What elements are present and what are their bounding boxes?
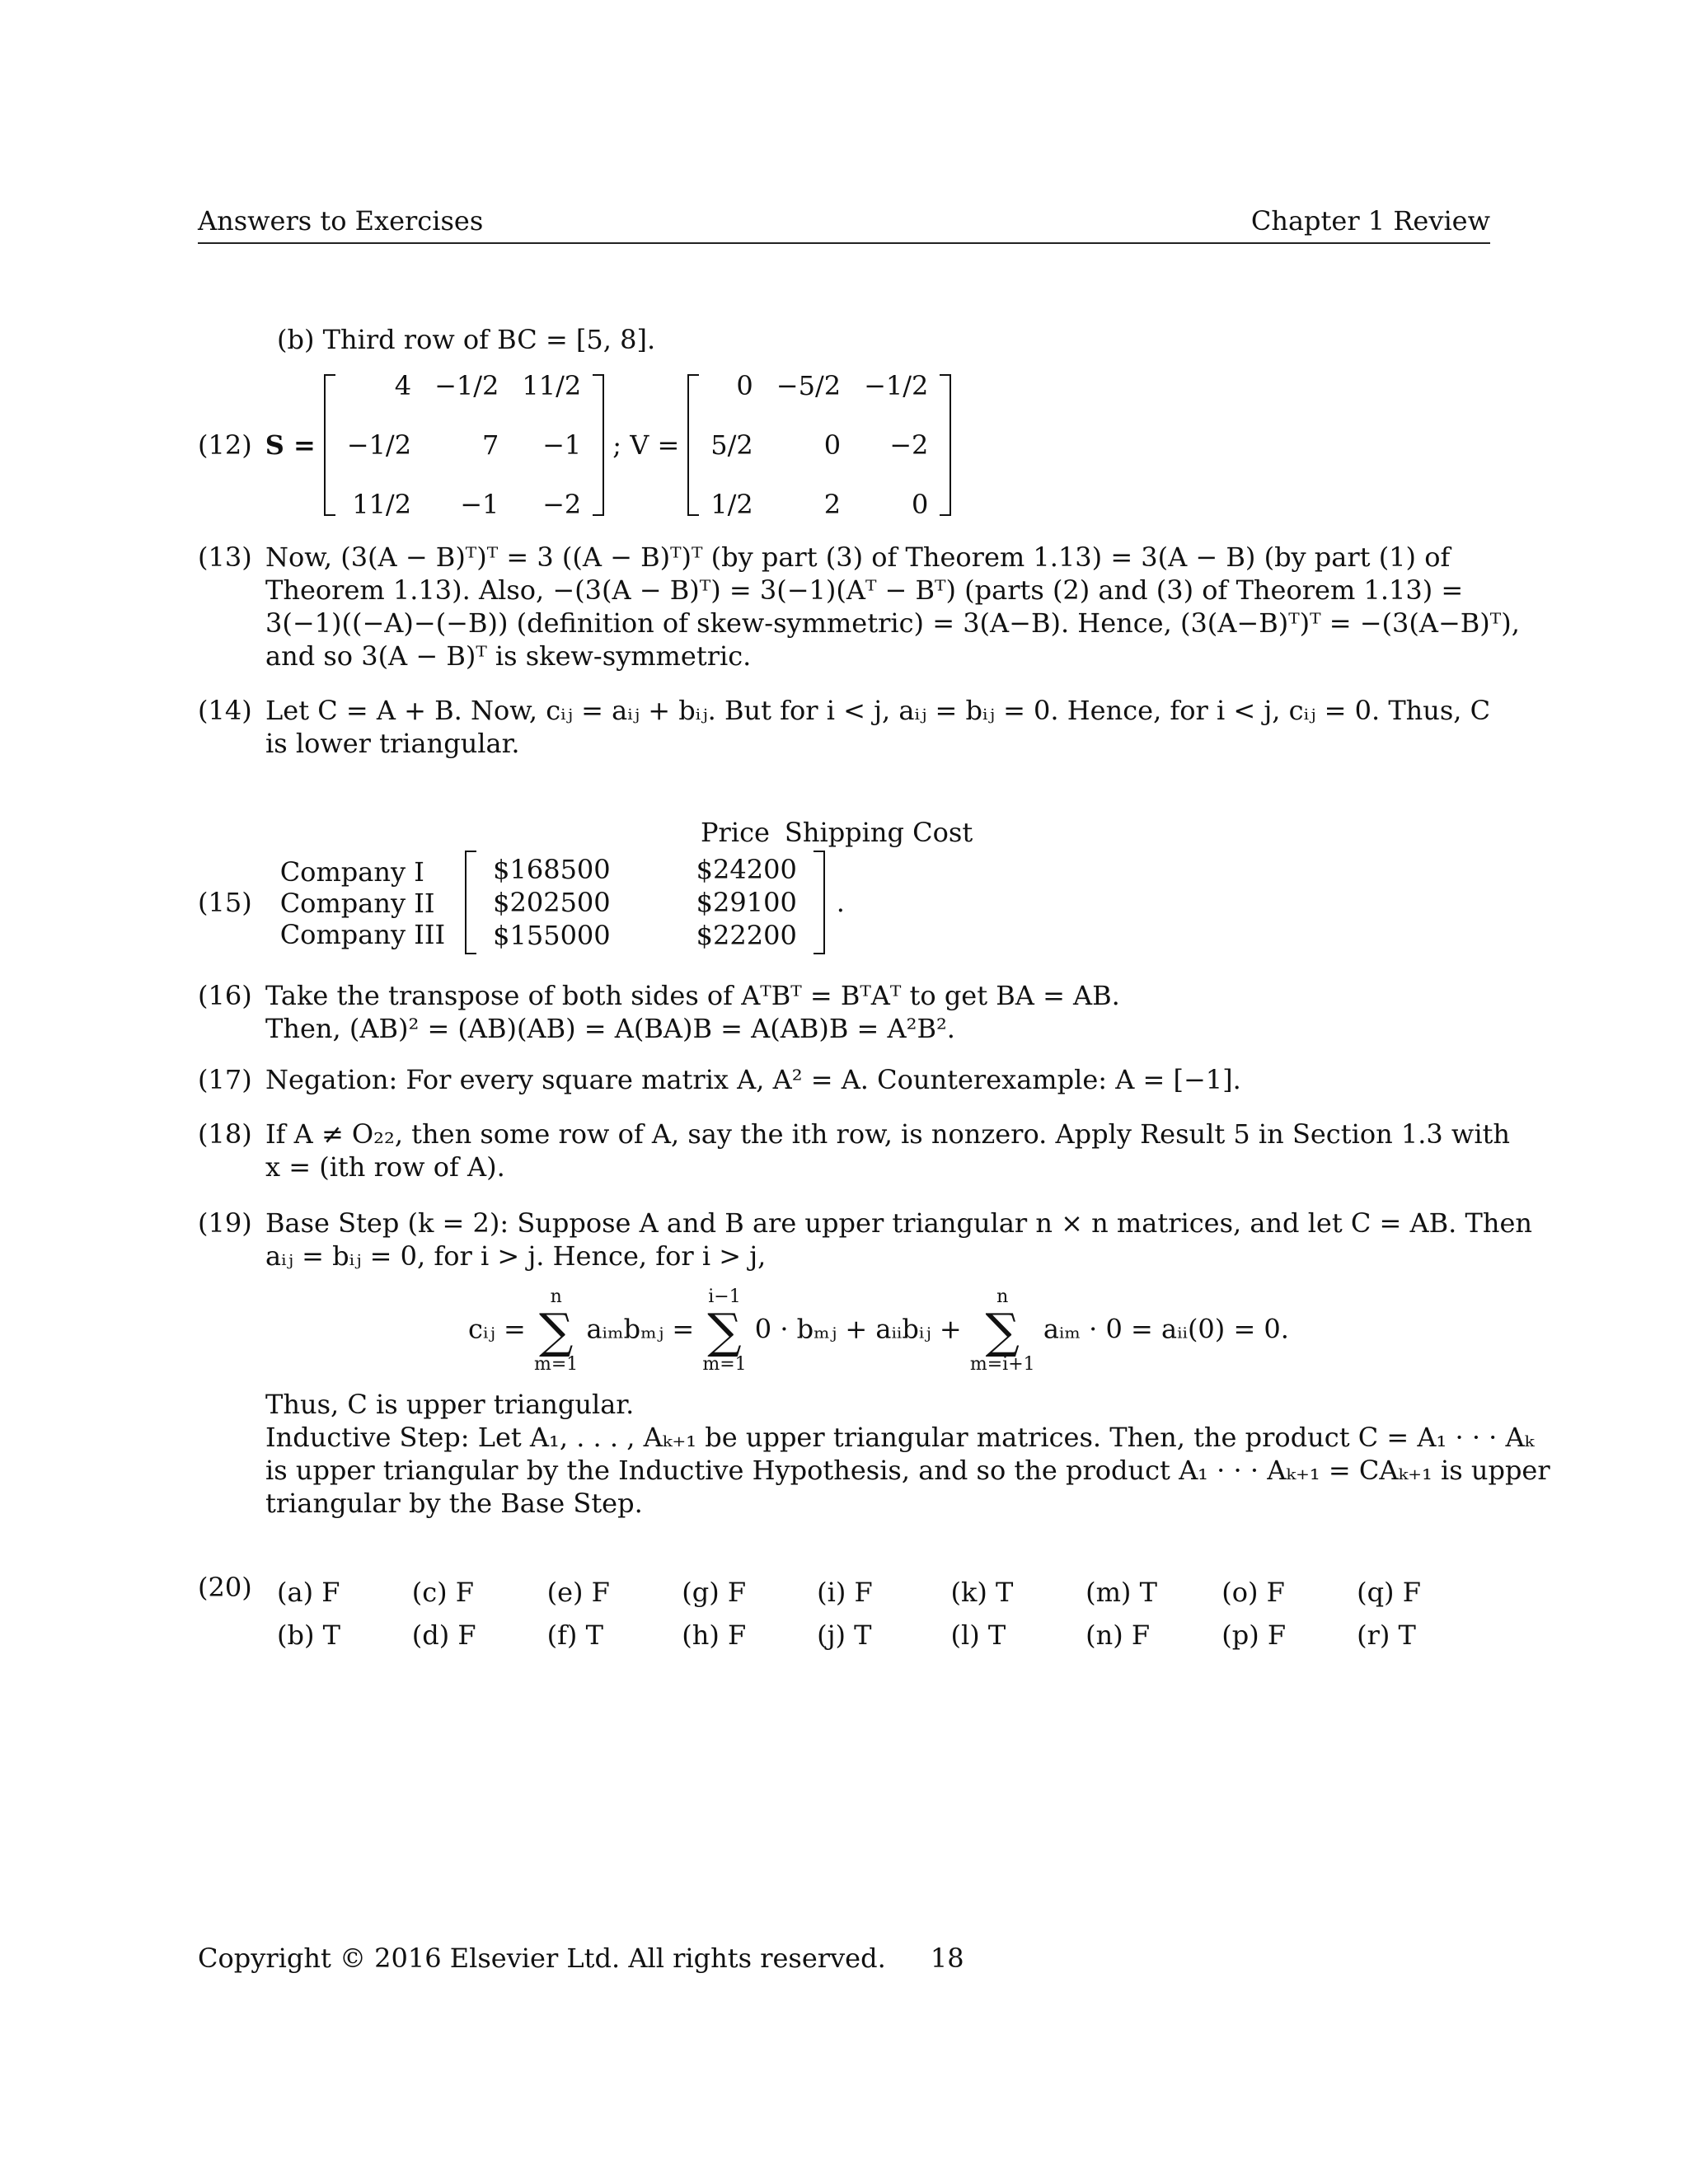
q14-number: (14) xyxy=(198,695,252,726)
price-cell: $168500 xyxy=(493,854,611,885)
page-number: 18 xyxy=(930,1943,964,1974)
q17-text: Negation: For every square matrix A, A² = A. Counterexample: A = [−1]. xyxy=(265,1064,1241,1095)
tf-answer: (g) F xyxy=(682,1577,747,1608)
matrix-s xyxy=(324,356,604,534)
q18-line: x = (ith row of A). xyxy=(265,1151,505,1183)
eq-term-2: 0 · bₘⱼ + aᵢᵢbᵢⱼ + xyxy=(754,1313,962,1345)
q12-separator: ; V = xyxy=(612,429,680,461)
q12-number: (12) xyxy=(198,429,252,461)
shipping-cell: $22200 xyxy=(696,920,797,951)
tf-answer: (q) F xyxy=(1357,1577,1421,1608)
v-cell: 1/2 xyxy=(710,489,753,520)
tf-answer: (n) F xyxy=(1085,1619,1151,1651)
answer-19 xyxy=(198,1207,1550,1520)
s-cell: −1 xyxy=(542,429,582,461)
sum3-upper: n xyxy=(996,1286,1009,1307)
q19-line: triangular by the Base Step. xyxy=(265,1488,643,1520)
matrix-v xyxy=(687,356,951,534)
v-cell: 0 xyxy=(736,370,753,401)
q19-line: is upper triangular by the Inductive Hypothesis, and so the product A₁ · · · Aₖ₊₁ = CAₖ₊₁ is upper xyxy=(265,1455,1550,1487)
v-cell: 2 xyxy=(823,489,842,520)
sigma-symbol: ∑ xyxy=(707,1303,742,1360)
eq-term-1: aᵢₘbₘⱼ = xyxy=(586,1313,695,1345)
q13-line: Theorem 1.13). Also, −(3(A − B)ᵀ) = 3(−1)(Aᵀ − Bᵀ) (parts (2) and (3) of Theorem 1.13) = xyxy=(265,574,1464,606)
sum3-lower: m=i+1 xyxy=(969,1354,1035,1376)
header-left: Answers to Exercises xyxy=(198,205,484,237)
q19-line: Thus, C is upper triangular. xyxy=(265,1389,635,1421)
shipping-cell: $24200 xyxy=(696,854,797,885)
q19-line: aᵢⱼ = bᵢⱼ = 0, for i > j. Hence, for i > j, xyxy=(265,1240,767,1272)
tf-answer: (h) F xyxy=(682,1619,747,1651)
tf-answer: (b) T xyxy=(277,1619,340,1651)
q15-period: . xyxy=(836,887,845,918)
tf-answer: (i) F xyxy=(817,1577,873,1608)
summation-2 xyxy=(702,1287,746,1375)
tf-answer: (a) F xyxy=(277,1577,340,1608)
q14-line: Let C = A + B. Now, cᵢⱼ = aᵢⱼ + bᵢⱼ. But for i < j, aᵢⱼ = bᵢⱼ = 0. Hence, for i < j, cᵢⱼ = 0. Thus, C xyxy=(265,695,1491,726)
s-cell: 11/2 xyxy=(522,370,582,401)
s-cell: −2 xyxy=(542,489,582,520)
copyright-text: Copyright © 2016 Elsevier Ltd. All rights reserved. xyxy=(198,1943,886,1974)
s-cell: −1 xyxy=(460,489,499,520)
running-header xyxy=(198,204,1490,244)
q16-line: Take the transpose of both sides of AᵀBᵀ = BᵀAᵀ to get BA = AB. xyxy=(265,980,1120,1011)
eq-term-3: aᵢₘ · 0 = aᵢᵢ(0) = 0. xyxy=(1043,1313,1289,1345)
answer-b xyxy=(277,323,1571,356)
q13-line: and so 3(A − B)ᵀ is skew-symmetric. xyxy=(265,640,752,672)
q18-number: (18) xyxy=(198,1118,252,1150)
v-cell: −5/2 xyxy=(776,370,842,401)
v-cell: −2 xyxy=(889,429,929,461)
company-label: Company III xyxy=(279,919,446,950)
q17-number: (17) xyxy=(198,1064,252,1095)
company-labels xyxy=(280,855,445,949)
answer-18 xyxy=(198,1118,1511,1183)
tf-answer: (e) F xyxy=(546,1577,610,1608)
price-cell: $202500 xyxy=(493,887,611,918)
b-text: Third row of BC = [5, 8]. xyxy=(322,324,656,355)
v-cell: 5/2 xyxy=(710,429,753,461)
answer-17 xyxy=(198,1063,1492,1096)
sum2-lower: m=1 xyxy=(702,1354,747,1376)
eq-lhs: cᵢⱼ = xyxy=(468,1313,526,1345)
v-cell: 0 xyxy=(823,429,842,461)
answer-13 xyxy=(198,541,1520,673)
q19-line: Inductive Step: Let A₁, . . . , Aₖ₊₁ be upper triangular matrices. Then, the product C = A₁ · · · Aₖ xyxy=(265,1422,1535,1454)
q16-number: (16) xyxy=(198,980,252,1011)
sum1-upper: n xyxy=(550,1286,562,1307)
q16-line: Then, (AB)² = (AB)(AB) = A(BA)B = A(AB)B = A²B². xyxy=(265,1013,955,1044)
summation-3 xyxy=(970,1287,1035,1375)
tf-answer: (r) T xyxy=(1357,1619,1416,1651)
shipping-cell: $29100 xyxy=(696,887,797,918)
sigma-symbol: ∑ xyxy=(985,1303,1020,1360)
q19-line: Base Step (k = 2): Suppose A and B are upper triangular n × n matrices, and let C = AB. Then xyxy=(265,1207,1532,1239)
tf-answer: (c) F xyxy=(411,1577,474,1608)
q14-line: is lower triangular. xyxy=(265,728,520,759)
q15-number: (15) xyxy=(198,887,252,918)
price-matrix xyxy=(465,851,825,954)
company-label: Company I xyxy=(279,856,424,888)
sum1-lower: m=1 xyxy=(534,1354,579,1376)
sum-equation xyxy=(265,1287,1492,1375)
q13-line: 3(−1)((−A)−(−B)) (definition of skew-symmetric) = 3(A−B). Hence, (3(A−B)ᵀ)ᵀ = −(3(A−B)ᵀ), xyxy=(265,607,1520,639)
q13-line: Now, (3(A − B)ᵀ)ᵀ = 3 ((A − B)ᵀ)ᵀ (by part (3) of Theorem 1.13) = 3(A − B) (by part (1) of xyxy=(265,541,1451,573)
q20-number: (20) xyxy=(198,1572,252,1603)
answer-16 xyxy=(198,979,1492,1045)
tf-answer: (m) T xyxy=(1085,1577,1157,1608)
answer-12 xyxy=(198,370,1492,520)
q12-s-label: S = xyxy=(265,429,316,461)
page-footer xyxy=(198,1942,964,1975)
tf-answer: (k) T xyxy=(950,1577,1014,1608)
header-right: Chapter 1 Review xyxy=(1250,205,1490,237)
v-cell: −1/2 xyxy=(864,370,929,401)
sum2-upper: i−1 xyxy=(708,1286,741,1307)
s-cell: −1/2 xyxy=(434,370,499,401)
q13-number: (13) xyxy=(198,541,252,573)
s-cell: 11/2 xyxy=(352,489,412,520)
tf-answer: (f) T xyxy=(546,1619,603,1651)
answer-20 xyxy=(198,1571,1492,1657)
tf-answer: (l) T xyxy=(950,1619,1006,1651)
answer-14 xyxy=(198,694,1492,760)
v-cell: 0 xyxy=(912,489,929,520)
q19-number: (19) xyxy=(198,1207,252,1239)
tf-answer: (j) T xyxy=(817,1619,872,1651)
s-cell: 4 xyxy=(394,370,412,401)
s-cell: 7 xyxy=(482,429,499,461)
tf-answer: (o) F xyxy=(1221,1577,1285,1608)
company-label: Company II xyxy=(279,888,435,919)
price-cell: $155000 xyxy=(493,920,611,951)
tf-answer: (d) F xyxy=(411,1619,476,1651)
b-label: (b) xyxy=(277,324,315,355)
true-false-grid xyxy=(277,1571,1492,1657)
tf-answer: (p) F xyxy=(1221,1619,1287,1651)
sigma-symbol: ∑ xyxy=(538,1303,574,1360)
s-cell: −1/2 xyxy=(346,429,412,461)
summation-1 xyxy=(534,1287,578,1375)
col-header-shipping: Shipping Cost xyxy=(784,817,973,848)
col-header-price: Price xyxy=(701,817,770,848)
q18-line: If A ≠ O₂₂, then some row of A, say the ith row, is nonzero. Apply Result 5 in Section 1.3 with xyxy=(265,1118,1511,1150)
